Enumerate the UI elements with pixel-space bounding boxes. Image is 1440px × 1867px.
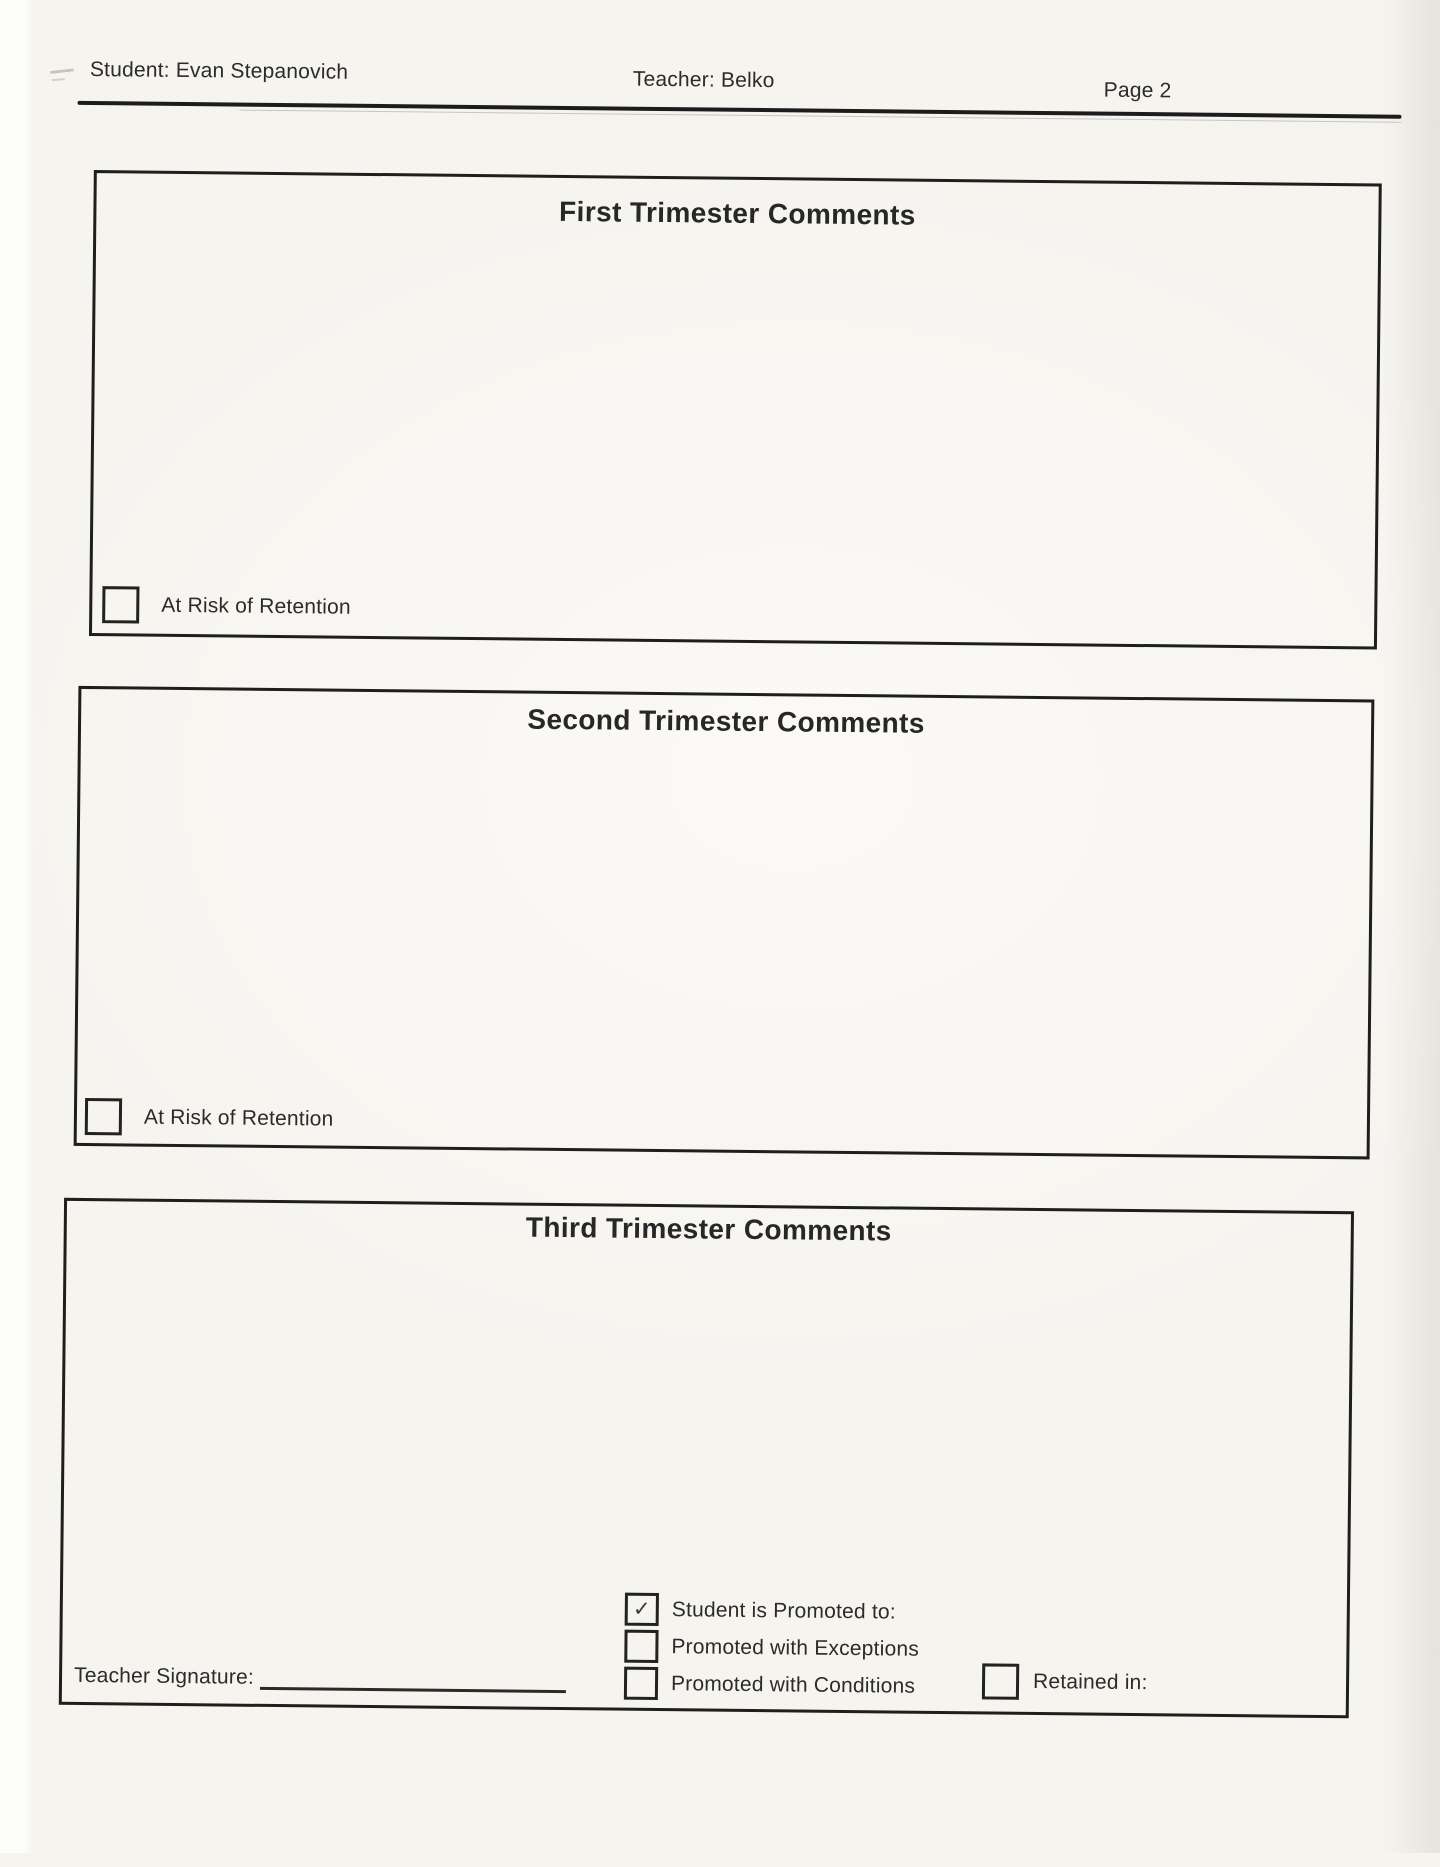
promoted-conditions-checkbox[interactable] [624,1667,658,1700]
promoted-exceptions-label: Promoted with Exceptions [671,1634,920,1661]
retained-label: Retained in: [1032,1669,1148,1695]
first-trimester-title: First Trimester Comments [558,195,916,231]
third-trimester-title: Third Trimester Comments [525,1211,892,1247]
promoted-exceptions-checkbox[interactable] [624,1630,658,1663]
promoted-label: Student is Promoted to: [671,1597,896,1624]
promoted-checkbox[interactable]: ✓ [625,1593,659,1626]
page-number-label: Page 2 [1103,78,1172,103]
first-trimester-section [89,170,1382,649]
at-risk-label-first: At Risk of Retention [161,593,352,619]
promoted-row [625,1593,896,1629]
second-trimester-section [74,686,1375,1160]
at-risk-row-second [85,1098,334,1138]
retained-row [982,1663,1148,1701]
pencil-mark [50,68,74,74]
at-risk-label-second: At Risk of Retention [143,1105,334,1131]
second-trimester-title: Second Trimester Comments [527,703,925,739]
teacher-name-label: Teacher: Belko [632,67,775,93]
at-risk-checkbox-second[interactable] [85,1098,122,1135]
retained-checkbox[interactable] [982,1663,1019,1699]
pencil-mark [52,78,65,81]
teacher-signature-line[interactable] [260,1663,566,1693]
promoted-conditions-label: Promoted with Conditions [670,1671,916,1698]
student-name-label: Student: Evan Stepanovich [89,58,349,84]
at-risk-row-first [102,586,351,626]
at-risk-checkbox-first[interactable] [102,586,139,623]
promoted-exceptions-row [624,1630,919,1666]
promoted-conditions-row [624,1667,915,1703]
third-trimester-section [59,1198,1354,1718]
teacher-signature-label: Teacher Signature: [73,1663,255,1689]
teacher-signature-row [74,1661,566,1693]
